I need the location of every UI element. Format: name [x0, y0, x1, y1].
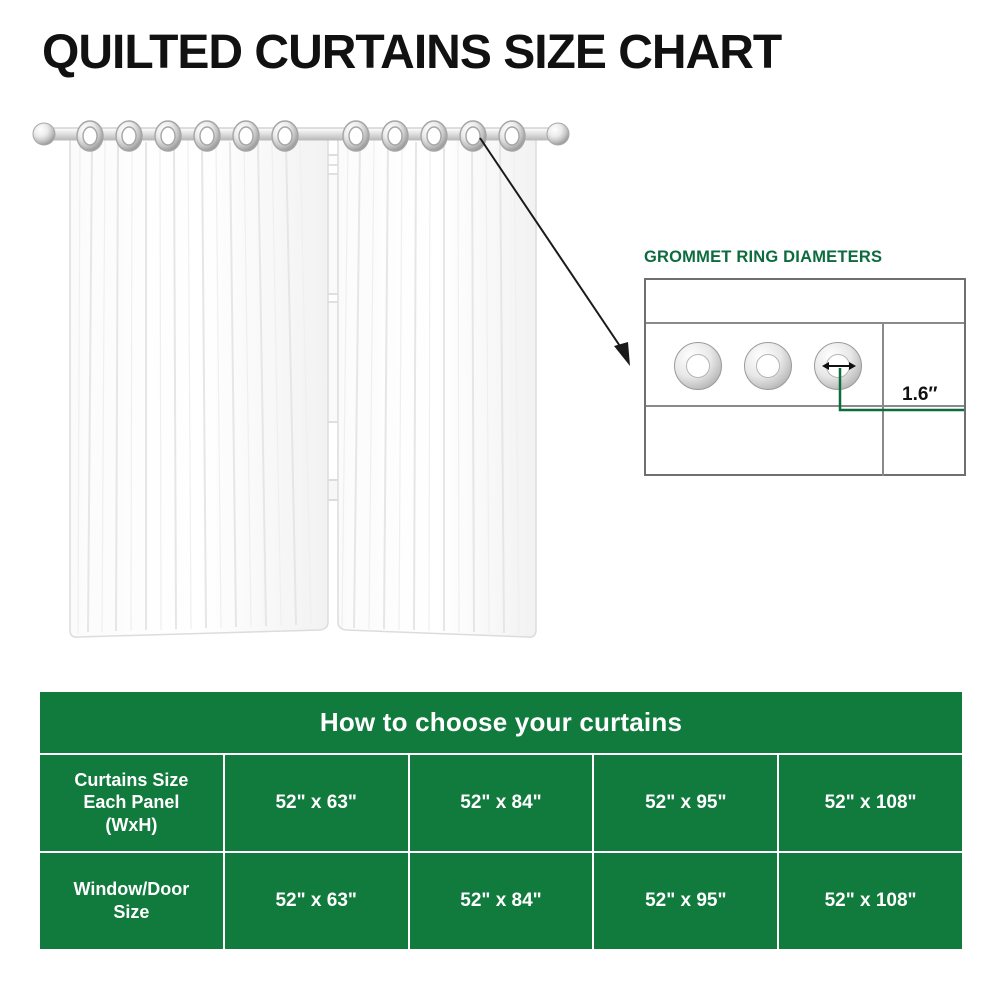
row-label-line: Each Panel	[83, 792, 180, 813]
table-cell: 52" x 108"	[778, 754, 963, 852]
size-table-container	[38, 690, 964, 951]
grommet-ring-1	[674, 342, 722, 390]
table-cell: 52" x 95"	[593, 852, 778, 950]
grommet-panel-line-top	[646, 322, 964, 324]
row-label-window-size	[39, 852, 224, 950]
grommet-panel-frame	[644, 278, 966, 476]
grommet-ring-1-hole	[686, 354, 710, 378]
grommet-detail-panel	[640, 248, 970, 488]
table-cell: 52" x 84"	[409, 754, 594, 852]
table-cell: 52" x 84"	[409, 852, 594, 950]
row-label-line: Window/Door	[73, 879, 190, 899]
row-label-line: Curtains Size	[74, 769, 189, 790]
table-cell: 52" x 108"	[778, 852, 963, 950]
grommet-panel-heading: GROMMET RING DIAMETERS	[644, 248, 883, 266]
table-cell: 52" x 95"	[593, 754, 778, 852]
size-table	[38, 690, 964, 951]
table-heading-row	[39, 691, 963, 754]
table-row	[39, 852, 963, 950]
table-row	[39, 754, 963, 852]
row-label-curtain-size	[39, 754, 224, 852]
page-title: QUILTED CURTAINS SIZE CHART	[42, 26, 782, 79]
grommet-ring-2-hole	[756, 354, 780, 378]
grommet-ring-2	[744, 342, 792, 390]
grommet-diameter-label: 1.6″	[902, 384, 938, 405]
table-cell: 52" x 63"	[224, 754, 409, 852]
table-heading: How to choose your curtains	[39, 691, 963, 754]
row-label-line: Size	[113, 901, 150, 922]
row-label-line: (WxH)	[105, 814, 158, 835]
table-cell: 52" x 63"	[224, 852, 409, 950]
